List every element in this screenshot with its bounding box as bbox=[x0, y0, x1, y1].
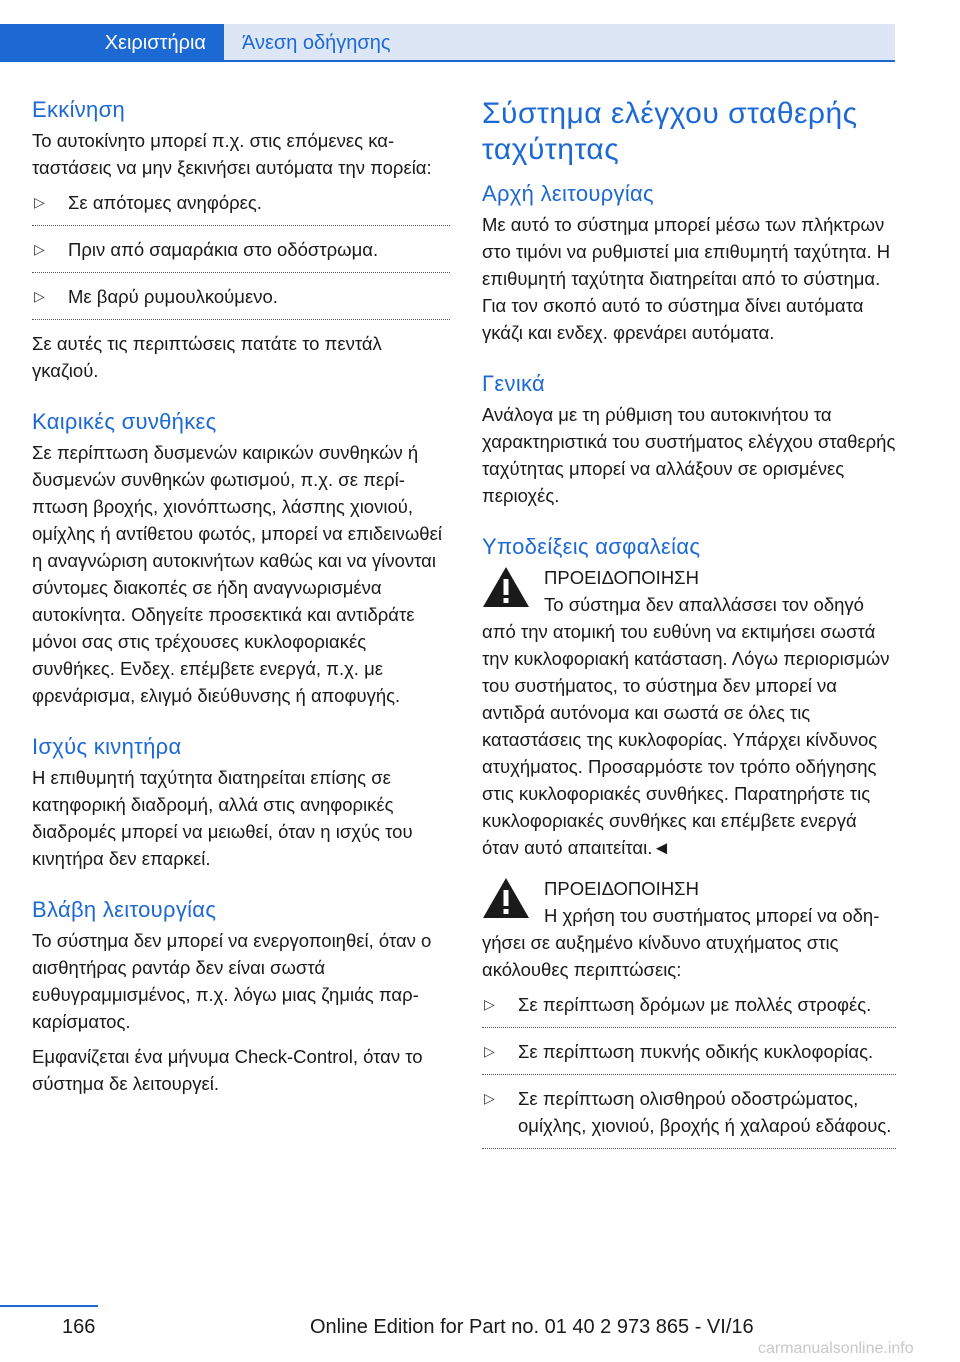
engine-text: Η επιθυμητή ταχύτητα διατηρείται επίσης σε κατηφορική διαδρομή, αλλά στις ανηφορικές διαδρομές μπορεί να μειωθεί, όταν η ισχύς του κινητήρα δεν επαρκεί. bbox=[32, 767, 413, 869]
triangle-right-icon: ▷ bbox=[484, 1043, 495, 1059]
warning-triangle-icon bbox=[482, 566, 530, 608]
left-column bbox=[32, 96, 450, 1121]
heading-safety: Υποδείξεις ασφαλείας bbox=[482, 534, 701, 559]
heading-principle: Αρχή λειτουργίας bbox=[482, 181, 654, 206]
page-title: Σύστημα ελέγχου σταθερής ταχύτητας bbox=[482, 97, 858, 166]
page-header bbox=[0, 0, 895, 62]
list-item: ▷ Σε απότομες ανηφόρες. bbox=[32, 189, 450, 226]
triangle-right-icon: ▷ bbox=[34, 241, 45, 257]
page-number: 166 bbox=[62, 1316, 96, 1338]
malfunction-text-2: Εμφανίζεται ένα μήνυμα Check-Control, όταν το σύστημα δε λειτουργεί. bbox=[32, 1046, 423, 1094]
weather-text: Σε περίπτωση δυσμενών καιρικών συνθηκών ή δυσμενών συνθηκών φωτισμού, π.χ. σε περίπτωση βροχής, χιονόπτωσης, λάσπης χιονιού, ομίχλης ή αντίθετου φωτός, μπορεί να επιδεινωθεί η αναγνώριση αυτοκινήτων καθώς και να γίνονται σύντομες διακοπές σε ήδη αναγνωρισμένα αυτοκίνητα. Οδηγείτε προσεκτικά και αντιδράτε μόνοι σας στις τρέχουσες κυκλοφοριακές συνθήκες. Ενδεχ. επέμβετε ενεργά, π.χ. με φρενάρισμα, ελιγμό διεύθυνσης ή αποφυγής. bbox=[32, 442, 442, 706]
watermark: carmanualsonline.info bbox=[758, 1340, 914, 1357]
malfunction-text-1: Το σύστημα δεν μπορεί να ενεργοποιηθεί, όταν ο αισθητήρας ραντάρ δεν είναι σωστά ευθυγραμμισμένος, π.χ. λόγω μιας ζημιάς παρκαρίσματος. bbox=[32, 930, 432, 1032]
list-item: ▷ Πριν από σαμαράκια στο οδόστρωμα. bbox=[32, 236, 450, 273]
section-general bbox=[482, 370, 896, 509]
start-outro: Σε αυτές τις περιπτώσεις πατάτε το πεντάλ γκαζιού. bbox=[32, 333, 382, 381]
heading-start: Εκκίνηση bbox=[32, 97, 126, 122]
section-safety bbox=[482, 533, 896, 1149]
warning-block-1 bbox=[482, 564, 896, 861]
heading-malfunction: Βλάβη λειτουργίας bbox=[32, 897, 217, 922]
warning-triangle-icon bbox=[482, 877, 530, 919]
list-item: ▷ Σε περίπτωση πυκνής οδικής κυκλοφορίας. bbox=[482, 1038, 896, 1075]
heading-weather: Καιρικές συνθήκες bbox=[32, 409, 217, 434]
warning-title-1: ΠΡΟΕΙΔΟΠΟΙΗΣΗ bbox=[544, 567, 699, 588]
triangle-right-icon: ▷ bbox=[34, 194, 45, 210]
warning-text-2: Η χρήση του συστήματος μπορεί να οδηγήσει σε αυξημένο κίνδυνο ατυχήματος στις ακόλουθες περιπτώσεις: bbox=[482, 905, 880, 980]
section-engine bbox=[32, 733, 450, 872]
triangle-right-icon: ▷ bbox=[484, 996, 495, 1012]
general-text: Ανάλογα με τη ρύθμιση του αυτοκινήτου τα χαρακτηριστικά του συστήματος ελέγχου σταθερής ταχύτητας μπορεί να αλλάξουν σε ορισμένες περιοχές. bbox=[482, 404, 896, 506]
header-tab-driving-comfort: Άνεση οδήγησης bbox=[224, 24, 895, 62]
section-principle bbox=[482, 180, 896, 346]
right-column bbox=[482, 96, 896, 1163]
list-item: ▷ Με βαρύ ρυμουλκούμενο. bbox=[32, 283, 450, 320]
section-start bbox=[32, 96, 450, 384]
edition-note: Online Edition for Part no. 01 40 2 973 865 - VI/16 bbox=[310, 1316, 754, 1338]
header-tab-controls: Χειριστήρια bbox=[0, 24, 224, 62]
heading-engine: Ισχύς κινητήρα bbox=[32, 734, 182, 759]
section-malfunction bbox=[32, 896, 450, 1097]
heading-general: Γενικά bbox=[482, 371, 546, 396]
section-weather bbox=[32, 408, 450, 709]
start-intro: Το αυτοκίνητο μπορεί π.χ. στις επόμενες καταστάσεις να μην ξεκινήσει αυτόματα την πορεία: bbox=[32, 130, 432, 178]
warning-list bbox=[482, 991, 896, 1149]
start-list bbox=[32, 189, 450, 320]
triangle-right-icon: ▷ bbox=[484, 1090, 495, 1106]
warning-block-2 bbox=[482, 875, 896, 1149]
warning-text-1: Το σύστημα δεν απαλλάσσει τον οδηγό από την ατομική του ευθύνη να εκτιμήσει σωστά την κυκλοφοριακή κατάσταση. Λόγω περιορισμών του συστήματος, το σύστημα δεν μπορεί να αντιδρά αυτόνομα και σωστά σε όλες τις καταστάσεις της κυκλοφορίας. Υπάρχει κίνδυνος ατυχήματος. Προσαρμόστε τον τρόπο οδήγησης στις κυκλοφοριακές συνθήκες. Παρατηρήστε τις κυκλοφοριακές συνθήκες και επέμβετε ενεργά όταν αυτό απαιτείται.◄ bbox=[482, 594, 890, 858]
header-rule bbox=[0, 60, 895, 62]
footer-rule bbox=[0, 1305, 98, 1307]
warning-title-2: ΠΡΟΕΙΔΟΠΟΙΗΣΗ bbox=[544, 878, 699, 899]
list-item: ▷ Σε περίπτωση δρόμων με πολλές στροφές. bbox=[482, 991, 896, 1028]
triangle-right-icon: ▷ bbox=[34, 288, 45, 304]
principle-text: Με αυτό το σύστημα μπορεί μέσω των πλήκτρων στο τιμόνι να ρυθμιστεί μια επιθυμητή ταχύτητα. Η επιθυμητή ταχύτητα διατηρείται από το σύστημα. Για τον σκοπό αυτό το σύστημα δίνει αυτόματα γκάζι και ενδεχ. φρενάρει αυτόματα. bbox=[482, 214, 891, 343]
list-item: ▷ Σε περίπτωση ολισθηρού οδοστρώματος, ομίχλης, χιονιού, βροχής ή χαλαρού εδάφους. bbox=[482, 1085, 896, 1149]
